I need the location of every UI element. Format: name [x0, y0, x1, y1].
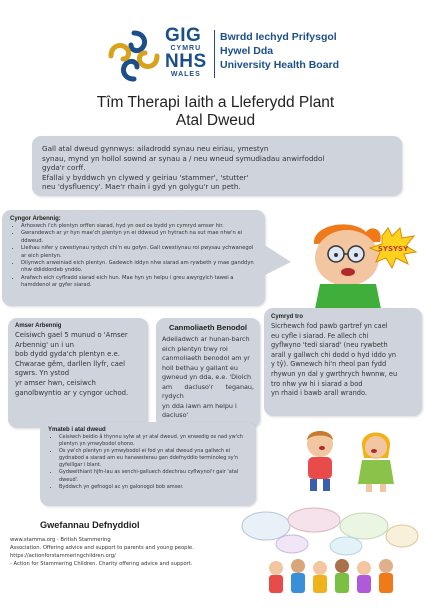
gig-text: GIG — [165, 25, 202, 46]
website-line[interactable]: www.stamma.org - British Stammering — [10, 537, 111, 543]
website-line: - Action for Stammering Children. Charity offering advice and support. — [10, 561, 193, 567]
nhs-text: NHS — [165, 51, 207, 72]
advice-heading: Cyngor Arbennig: — [10, 216, 61, 222]
special-time-box — [8, 318, 148, 428]
advice-item: • Gwrandewch ar yr hyn mae'ch plentyn yn ei ddweud yn hytrach na sut mae nhw'n ei ddweud. — [21, 230, 257, 245]
responding-item: • Os yw'ch plentyn yn ymwybodol ei fod yn atal dweud yna gallwch ei gydnabod a siarad am eu hanawsterau gan ddefnyddio terminoleg sy'n gyfeillgar i blant. — [59, 448, 248, 469]
special-time-line: Ceisiwch gael 5 munud o 'Amser — [15, 331, 128, 339]
intro-box — [32, 136, 402, 196]
turn-taking-heading: Cymryd tro — [271, 314, 304, 320]
praise-line: dacluso' — [162, 411, 189, 419]
responding-item: • Gydweithiant hjfn-lau as senchi-galluech ddechrau cyflwynoi'r gair 'atal dweud'. — [59, 469, 248, 483]
special-time-line: Chwarae gêm, darllen llyfr, cael — [15, 359, 125, 368]
special-time-line: Arbennig' un i un — [15, 340, 75, 349]
page-subtitle: Atal Dweud — [175, 112, 256, 129]
website-line: Association. Offering advice and support to parents and young people. — [10, 545, 194, 551]
advice-item: • Dilynwch arweiniad eich plentyn. Gadewch iddyn nhw siarad am rywbeth y mae ganddyn nhw ddiddordeb ynddo. — [21, 260, 257, 275]
special-time-heading: Amser Arbennig — [15, 323, 62, 329]
kids-speech-bubbles-illustration — [236, 506, 420, 602]
intro-line: neu 'dysfluency'. Mae'r rhain i gyd yn golygu'r un peth. — [42, 182, 241, 192]
turn-taking-line: y tŷ). Gwnewch hi'n rheol pan fydd — [271, 360, 387, 369]
children-talking-illustration — [290, 424, 410, 494]
advice-pointer — [263, 240, 293, 280]
special-time-line: yr amser hwn, ceisiwch — [15, 378, 96, 387]
turn-taking-line: yn rhaid i bawb arall wrando. — [271, 389, 368, 398]
advice-item: • Arafwch eich cyflradd siarad eich hun. Mae hyn yn helpu i greu awyrgylch tawel a hamddenol ar gyfer siarad. — [21, 275, 257, 290]
specific-praise-heading: Canmoliaeth Benodol — [168, 323, 248, 332]
turn-taking-line: rhywun yn dal y gwrthrych hwnnw, eu — [271, 369, 398, 378]
turn-taking-line: tro nhw yw hi i siarad a bod — [271, 379, 363, 388]
advice-item: • Arhoswch i'ch plentyn orffen siarad, hyd yn oed os bydd yn cymryd amser hir. — [21, 223, 257, 230]
org-line-2: Hywel Dda — [220, 45, 274, 57]
cymru-text: CYMRU — [170, 45, 202, 52]
header-divider — [214, 30, 215, 78]
turn-taking-line: arall y gallwch chi dodd o hyd iddo yn — [271, 350, 397, 359]
praise-line: Adeiladwch ar hunan-barch — [162, 335, 250, 343]
praise-line: eich plentyn trwy roi — [162, 344, 228, 353]
praise-line: canmoliaeth benodol am yr — [162, 354, 250, 362]
responding-item: • Ceisiwch beidio â thynnu sylw at yr atal dweud, yn enwedig os nad yw'ch plentyn yn ymwybodol ohono. — [59, 434, 248, 448]
responding-item: • Byddwch yn gefnogol ac yn galonogol bob amser. — [59, 484, 248, 491]
intro-line: Efallai y byddwch yn clywed y geiriau 'stammer', 'stutter' — [42, 172, 249, 182]
praise-line: yn dda iawn am helpu i — [162, 401, 237, 410]
special-time-line: sgwrs. Yn ystod — [15, 369, 70, 378]
praise-line: holl bethau y gallant eu — [162, 363, 238, 372]
turn-taking-box — [264, 308, 422, 416]
responding-heading: Ymateb i atal dweud — [48, 427, 106, 433]
health-board-name — [220, 30, 339, 72]
page-title: Tîm Therapi Iaith a Lleferydd Plant — [96, 94, 335, 111]
special-time-line: bob dydd gyda'ch plentyn e.e. — [15, 350, 120, 359]
intro-line: synau, mynd yn hollol sownd ar synau a / neu wneud symudiadau anwirfoddol — [42, 153, 325, 163]
website-line[interactable]: https://actionforstammeringchildren.org/ — [10, 553, 116, 559]
org-line-3: University Health Board — [220, 59, 340, 71]
praise-line: am dacluso'r teganau, rydych — [162, 382, 254, 400]
stammering-child-illustration — [292, 214, 424, 314]
gig-nhs-wordmark — [165, 26, 207, 78]
special-time-line: ganolbwyntio ar y cyngor uchod. — [15, 388, 129, 397]
intro-line: Gall atal dweud gynnwys: ailadrodd synau neu eiriau, ymestyn — [42, 144, 269, 153]
advice-box — [2, 210, 265, 306]
turn-taking-line: Sicrhewch fod pawb gartref yn cael — [271, 322, 388, 330]
responding-box — [40, 422, 256, 506]
intro-line: gyda'r corff. — [42, 163, 86, 173]
specific-praise-box — [156, 318, 260, 428]
advice-item: • Lleihau nifer y cwestiynau rydych chi'n eu gofyn. Gall cwestiynau roi pwysau ychwanegol ar eich plentyn. — [21, 245, 257, 260]
org-line-1: Bwrdd Iechyd Prifysgol — [220, 31, 337, 43]
wales-text: WALES — [170, 71, 201, 78]
useful-websites-heading: Gwefannau Defnyddiol — [40, 520, 140, 530]
turn-taking-line: eu cyfle i siarad. Fe allech chi — [271, 331, 369, 340]
praise-line: gwneud yn dda, e.e. 'Diolch — [162, 373, 252, 381]
cartoon-speech-text: SYSYSY — [377, 245, 409, 253]
dragon-emblem-icon — [103, 25, 165, 87]
useful-websites-list — [10, 536, 230, 568]
turn-taking-line: gyflwyno 'tedi siarad' (neu rywbeth — [271, 341, 388, 350]
